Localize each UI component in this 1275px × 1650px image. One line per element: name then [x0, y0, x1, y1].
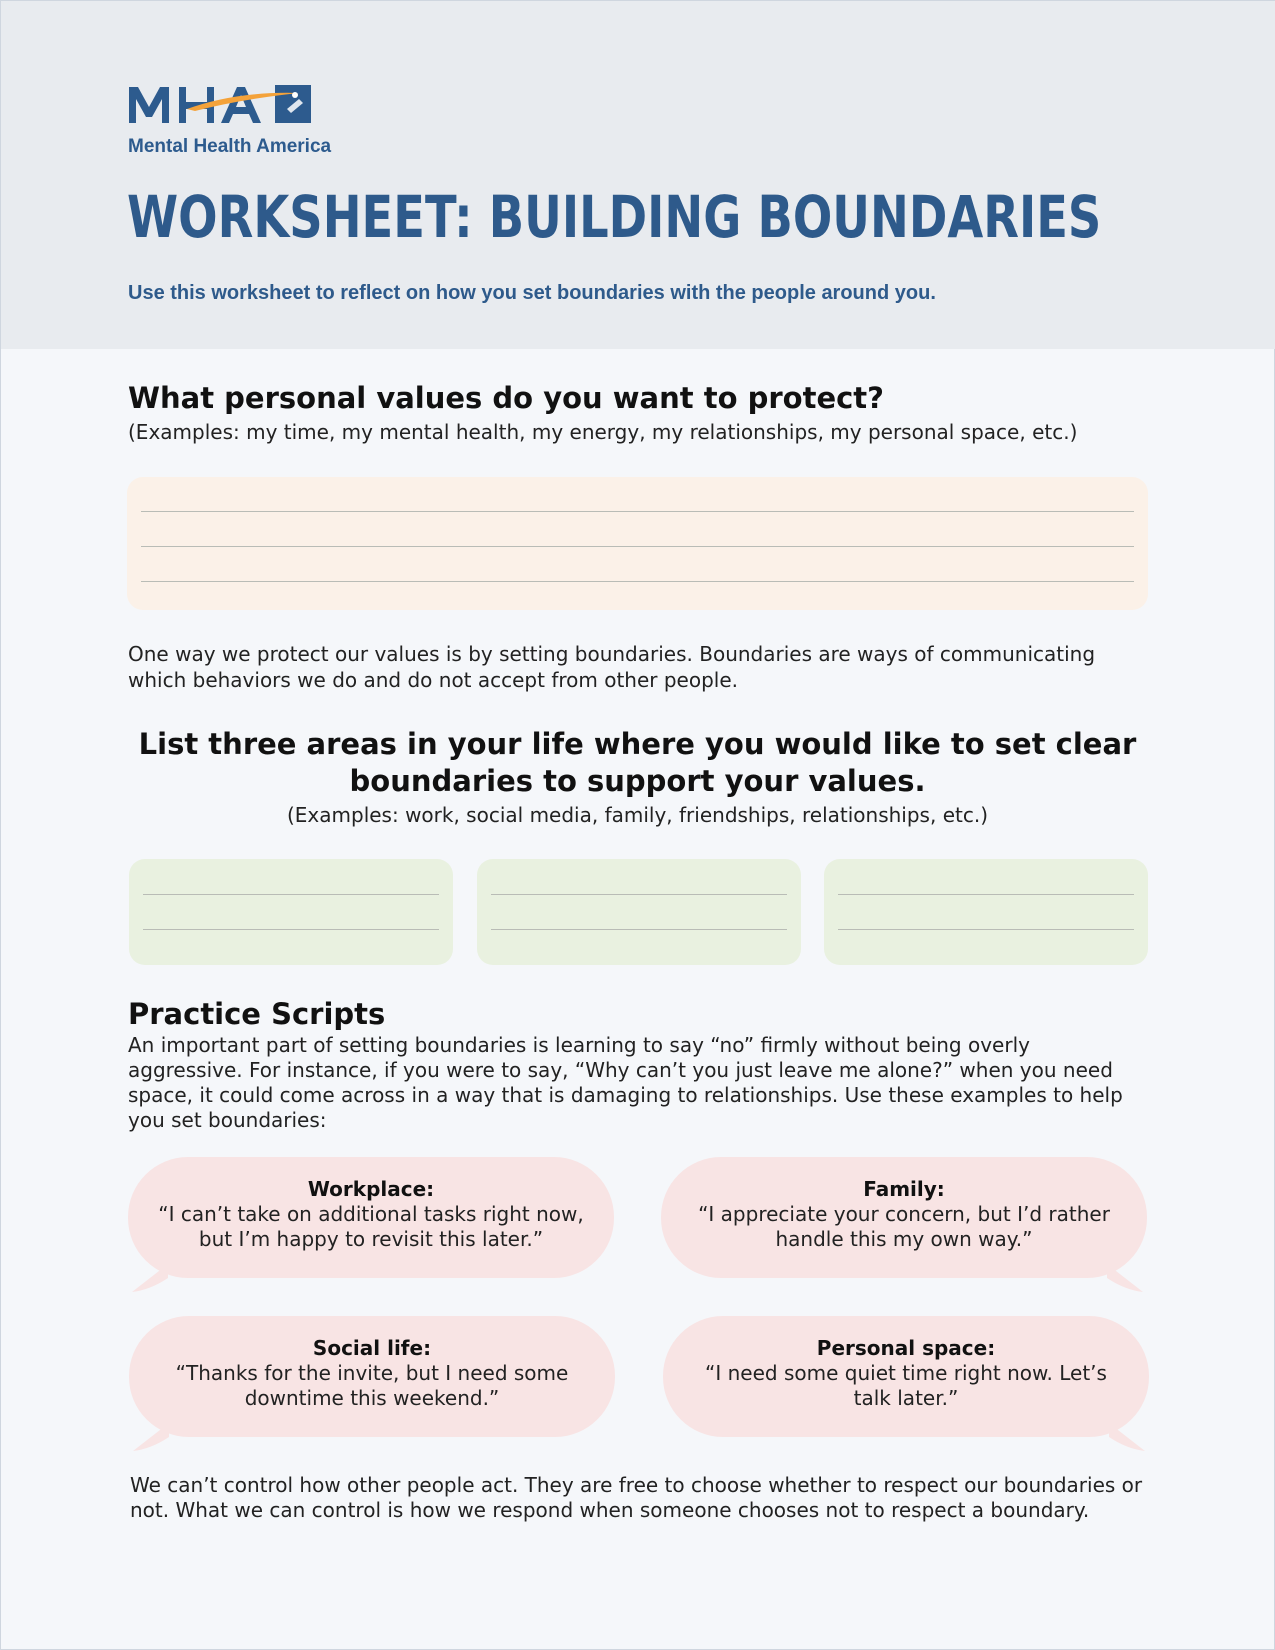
page-title: WORKSHEET: BUILDING BOUNDARIES: [127, 183, 1102, 251]
writing-line: [838, 894, 1134, 895]
bubble-tail: [1109, 1423, 1149, 1453]
script-category: Family:: [863, 1177, 945, 1201]
script-quote: “I appreciate your concern, but I’d rather handle this my own way.”: [698, 1202, 1110, 1251]
area-writing-box-2[interactable]: [477, 859, 801, 965]
closing-paragraph: We can’t control how other people act. They are free to choose whether to respect our boundaries or not. What we can control is how we respond when someone chooses not to respect a boundary.: [130, 1473, 1143, 1522]
bubble-tail: [1107, 1264, 1147, 1294]
script-category: Social life:: [312, 1336, 432, 1360]
writing-line: [838, 929, 1134, 930]
speech-bubble-family: [661, 1157, 1147, 1278]
script-quote: “Thanks for the invite, but I need some downtime this weekend.”: [175, 1361, 569, 1410]
speech-bubble-personal-space: [663, 1316, 1149, 1437]
areas-heading-line1: List three areas in your life where you would like to set clear: [138, 727, 1137, 761]
practice-intro: An important part of setting boundaries is learning to say “no” firmly without being overly aggressive. For instance, if you were to say, “Why can’t you just leave me alone?” when you need space, it could come across in a way that is damaging to relationships. Use these examples to help you set boundaries:: [128, 1033, 1123, 1132]
writing-line: [491, 894, 787, 895]
speech-bubble-workplace: [128, 1157, 614, 1278]
script-quote: “I need some quiet time right now. Let’s talk later.”: [705, 1361, 1107, 1410]
area-writing-box-1[interactable]: [129, 859, 453, 965]
writing-line: [491, 929, 787, 930]
logo-wordmark: Mental Health America: [128, 136, 332, 157]
areas-heading-line2: boundaries to support your values.: [349, 764, 926, 798]
script-quote: “I can’t take on additional tasks right now, but I’m happy to revisit this later.”: [158, 1202, 584, 1251]
values-heading: What personal values do you want to protect?: [128, 381, 884, 415]
area-writing-box-3[interactable]: [824, 859, 1148, 965]
values-writing-box[interactable]: [127, 477, 1148, 610]
writing-line: [141, 581, 1134, 582]
writing-line: [143, 929, 439, 930]
writing-line: [141, 546, 1134, 547]
values-examples: (Examples: my time, my mental health, my energy, my relationships, my personal space, etc.): [128, 420, 1078, 444]
header-band: [1, 1, 1275, 349]
bubble-tail: [129, 1423, 169, 1453]
writing-line: [143, 894, 439, 895]
page-subtitle: Use this worksheet to reflect on how you set boundaries with the people around you.: [128, 282, 936, 304]
practice-heading: Practice Scripts: [128, 997, 386, 1031]
script-category: Personal space:: [816, 1336, 996, 1360]
script-category: Workplace:: [307, 1177, 435, 1201]
areas-examples: (Examples: work, social media, family, friendships, relationships, etc.): [286, 803, 988, 827]
boundaries-intro: One way we protect our values is by setting boundaries. Boundaries are ways of communicating which behaviors we do and do not accept from other people.: [128, 642, 1096, 692]
speech-bubble-social-life: [129, 1316, 615, 1437]
bubble-tail: [128, 1264, 168, 1294]
writing-line: [141, 511, 1134, 512]
